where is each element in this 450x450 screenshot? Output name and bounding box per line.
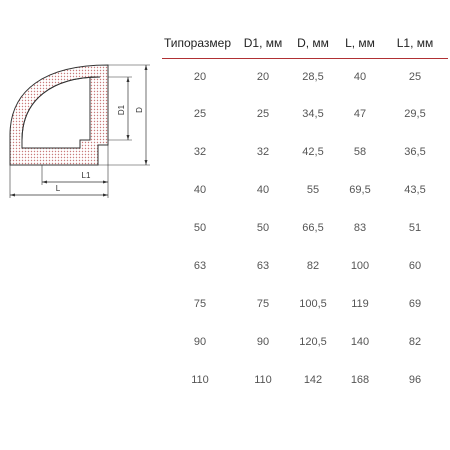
cell-size: 25 (193, 108, 207, 120)
label-l1: L1 (81, 171, 91, 180)
column-header-d1: D1, мм (238, 28, 288, 59)
cell-l: 40 (353, 71, 367, 83)
cell-d1: 40 (256, 184, 270, 196)
cell-l: 83 (353, 222, 367, 234)
cell-d1: 90 (256, 336, 270, 348)
cell-d: 55 (306, 184, 320, 196)
cell-l1: 82 (408, 336, 422, 348)
table-row (162, 209, 448, 247)
cell-l: 58 (353, 146, 367, 158)
cell-d: 120,5 (299, 336, 327, 348)
arrow-l1-right (103, 181, 108, 184)
arrow-d-bottom (145, 160, 148, 165)
cell-d1: 75 (256, 298, 270, 310)
cell-d1: 25 (256, 108, 270, 120)
column-header-size: Типоразмер (162, 28, 238, 59)
table-row (162, 323, 448, 361)
label-d1: D1 (117, 104, 126, 116)
cell-l1: 60 (408, 260, 422, 272)
cell-l1: 36,5 (404, 146, 426, 158)
cell-l1: 43,5 (404, 184, 426, 196)
cell-size: 75 (193, 298, 207, 310)
cell-size: 32 (193, 146, 207, 158)
cell-size: 90 (193, 336, 207, 348)
label-l: L (55, 184, 61, 193)
elbow-fitting-drawing (0, 40, 160, 210)
cell-d1: 20 (256, 71, 270, 83)
column-header-d: D, мм (288, 28, 338, 59)
table-row (162, 59, 448, 96)
arrow-d-top (145, 65, 148, 70)
cell-l1: 69 (408, 298, 422, 310)
cell-size: 20 (193, 71, 207, 83)
cell-l: 119 (351, 298, 369, 310)
cell-d: 142 (303, 374, 323, 386)
column-header-l1: L1, мм (382, 28, 448, 59)
column-header-l: L, мм (338, 28, 382, 59)
cell-d: 42,5 (302, 146, 324, 158)
cell-size: 63 (193, 260, 207, 272)
cell-l1: 51 (408, 222, 422, 234)
table-row (162, 361, 448, 399)
cell-l: 47 (353, 108, 367, 120)
arrow-d1-bottom (127, 135, 130, 140)
cell-d: 82 (306, 260, 320, 272)
label-d: D (135, 107, 144, 113)
cell-l1: 25 (408, 71, 422, 83)
cell-d1: 32 (256, 146, 270, 158)
arrow-l-left (10, 194, 15, 197)
cell-d: 66,5 (302, 222, 324, 234)
dimensions-table (162, 28, 448, 399)
cell-l1: 29,5 (404, 108, 426, 120)
cell-d: 34,5 (302, 108, 324, 120)
cell-l: 69,5 (349, 184, 371, 196)
table-row (162, 285, 448, 323)
arrow-l1-left (42, 181, 47, 184)
cell-size: 40 (193, 184, 207, 196)
cell-l: 168 (350, 374, 370, 386)
cell-d1: 63 (256, 260, 270, 272)
arrow-d1-top (127, 77, 130, 82)
cell-d1: 110 (254, 374, 272, 386)
table-row (162, 171, 448, 209)
cell-l: 100 (350, 260, 370, 272)
table-row (162, 95, 448, 133)
arrow-l-right (103, 194, 108, 197)
table-row (162, 133, 448, 171)
elbow-wall-section (10, 65, 108, 165)
cell-size: 110 (191, 374, 209, 386)
table-header-row (162, 28, 448, 59)
table-row (162, 247, 448, 285)
cell-size: 50 (193, 222, 207, 234)
cell-d1: 50 (256, 222, 270, 234)
cell-d: 28,5 (302, 71, 324, 83)
cell-l: 140 (350, 336, 370, 348)
cell-d: 100,5 (299, 298, 327, 310)
cell-l1: 96 (408, 374, 422, 386)
